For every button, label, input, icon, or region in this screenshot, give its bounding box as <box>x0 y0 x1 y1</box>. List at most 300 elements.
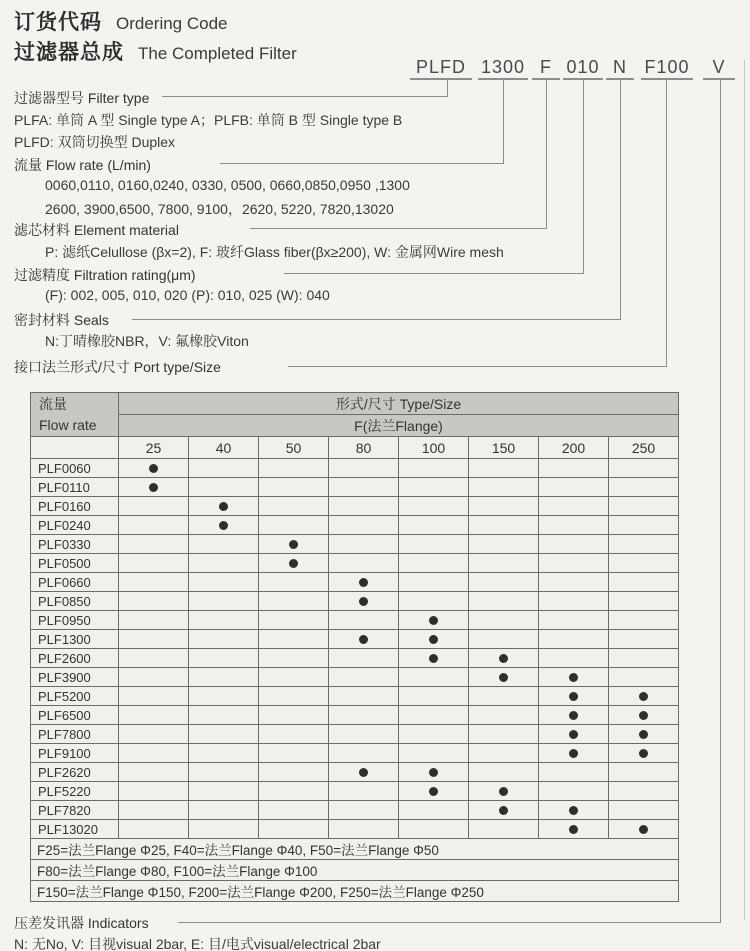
title-en-ordering-code: Ordering Code <box>116 14 228 33</box>
dot-cell <box>329 744 399 763</box>
note-row <box>31 839 679 860</box>
dot-cell <box>329 801 399 820</box>
dot-cell <box>259 516 329 535</box>
dot-cell <box>119 687 189 706</box>
dot-cell <box>329 649 399 668</box>
size-header-cell: 100 <box>399 437 469 459</box>
dot-cell <box>399 478 469 497</box>
dot-cell <box>609 744 679 763</box>
model-cell: PLF7800 <box>31 725 119 744</box>
dot-cell <box>329 706 399 725</box>
dot-cell <box>469 763 539 782</box>
dot-cell <box>119 725 189 744</box>
dot-cell <box>469 649 539 668</box>
availability-dot <box>639 711 648 720</box>
dot-cell <box>119 516 189 535</box>
dot-cell <box>609 763 679 782</box>
dot-cell <box>469 706 539 725</box>
leader-hline-rating <box>284 273 584 274</box>
dot-cell <box>399 744 469 763</box>
dot-cell <box>259 459 329 478</box>
dot-cell <box>609 820 679 839</box>
dot-cell <box>469 687 539 706</box>
table-row <box>31 611 679 630</box>
dot-cell <box>399 820 469 839</box>
dot-cell <box>609 649 679 668</box>
code-segment-material: F <box>532 57 560 80</box>
dot-cell <box>539 516 609 535</box>
model-cell: PLF5220 <box>31 782 119 801</box>
section-label-element-material: 滤芯材料 Element material <box>14 222 179 238</box>
dot-cell <box>189 459 259 478</box>
dot-cell <box>189 725 259 744</box>
dot-cell <box>539 782 609 801</box>
table-row <box>31 554 679 573</box>
availability-dot <box>499 806 508 815</box>
page-title-completed-filter <box>14 36 297 66</box>
availability-dot <box>499 787 508 796</box>
dot-cell <box>259 535 329 554</box>
model-cell: PLF0330 <box>31 535 119 554</box>
table-row <box>31 592 679 611</box>
section-label-flow-rate: 流量 Flow rate (L/min) <box>14 157 151 173</box>
dot-cell <box>609 630 679 649</box>
dot-cell <box>259 820 329 839</box>
model-cell: PLF0160 <box>31 497 119 516</box>
note-row <box>31 860 679 881</box>
code-segment-flow: 1300 <box>478 57 528 80</box>
dot-cell <box>189 516 259 535</box>
dot-cell <box>119 782 189 801</box>
flow-rate-header-en: Flow rate <box>39 416 97 433</box>
dot-cell <box>469 478 539 497</box>
dot-cell <box>609 687 679 706</box>
dot-cell <box>469 782 539 801</box>
corner-cell <box>31 437 119 459</box>
table-row <box>31 763 679 782</box>
dot-cell <box>469 497 539 516</box>
code-segment-seal: N <box>606 57 634 80</box>
dot-cell <box>539 573 609 592</box>
dot-cell <box>539 820 609 839</box>
dot-cell <box>469 573 539 592</box>
size-header-cell: 200 <box>539 437 609 459</box>
availability-dot <box>639 692 648 701</box>
leader-vline-port <box>666 80 667 367</box>
dot-cell <box>259 573 329 592</box>
dot-cell <box>329 668 399 687</box>
dot-cell <box>399 535 469 554</box>
dot-cell <box>329 725 399 744</box>
dot-cell <box>399 554 469 573</box>
availability-dot <box>499 654 508 663</box>
availability-dot <box>569 673 578 682</box>
model-cell: PLF0500 <box>31 554 119 573</box>
dot-cell <box>609 706 679 725</box>
model-cell: PLF5200 <box>31 687 119 706</box>
dot-cell <box>119 611 189 630</box>
availability-dot <box>569 692 578 701</box>
dot-cell <box>189 706 259 725</box>
dot-cell <box>119 478 189 497</box>
availability-dot <box>219 521 228 530</box>
dot-cell <box>189 497 259 516</box>
dot-cell <box>399 516 469 535</box>
dot-cell <box>119 592 189 611</box>
availability-dot <box>429 616 438 625</box>
dot-cell <box>119 706 189 725</box>
availability-dot <box>149 464 158 473</box>
dot-cell <box>399 630 469 649</box>
dot-cell <box>119 668 189 687</box>
dot-cell <box>189 668 259 687</box>
dot-cell <box>609 782 679 801</box>
note-row <box>31 881 679 902</box>
dot-cell <box>539 630 609 649</box>
dot-cell <box>119 554 189 573</box>
availability-dot <box>429 768 438 777</box>
dot-cell <box>469 592 539 611</box>
table-row <box>31 535 679 554</box>
leader-hline-model <box>162 96 448 97</box>
dot-cell <box>259 763 329 782</box>
availability-dot <box>359 635 368 644</box>
table-row <box>31 668 679 687</box>
dot-cell <box>329 630 399 649</box>
table-row <box>31 782 679 801</box>
dot-cell <box>609 592 679 611</box>
section-label-port-type-size: 接口法兰形式/尺寸 Port type/Size <box>14 359 221 375</box>
flow-rate-header-cell <box>31 393 119 437</box>
availability-dot <box>639 749 648 758</box>
availability-dot <box>569 711 578 720</box>
dot-cell <box>609 668 679 687</box>
dot-cell <box>399 497 469 516</box>
dot-cell <box>259 725 329 744</box>
dot-cell <box>469 611 539 630</box>
dot-cell <box>399 706 469 725</box>
section-label-filtration-rating: 过滤精度 Filtration rating(μm) <box>14 267 196 283</box>
leader-vline-seal <box>620 80 621 320</box>
availability-dot <box>429 635 438 644</box>
page-edge-shadow <box>744 60 745 920</box>
model-cell: PLF0240 <box>31 516 119 535</box>
dot-cell <box>329 516 399 535</box>
note-cell: F150=法兰Flange Φ150, F200=法兰Flange Φ200, F250=法兰Flange Φ250 <box>31 881 679 902</box>
availability-dot <box>429 787 438 796</box>
note-cell: F80=法兰Flange Φ80, F100=法兰Flange Φ100 <box>31 860 679 881</box>
type-size-header-cell: 形式/尺寸 Type/Size <box>119 393 679 415</box>
dot-cell <box>329 459 399 478</box>
code-segment-indicator: V <box>703 57 735 80</box>
dot-cell <box>469 801 539 820</box>
dot-cell <box>189 687 259 706</box>
dot-cell <box>469 668 539 687</box>
dot-cell <box>189 592 259 611</box>
leader-hline-port <box>288 366 667 367</box>
dot-cell <box>469 554 539 573</box>
dot-cell <box>259 630 329 649</box>
dot-cell <box>469 459 539 478</box>
dot-cell <box>329 535 399 554</box>
title-zh-completed-filter: 过滤器总成 <box>14 41 124 64</box>
table-row <box>31 478 679 497</box>
flange-header-cell: F(法兰Flange) <box>119 415 679 437</box>
flange-size-table <box>30 392 679 902</box>
availability-dot <box>289 540 298 549</box>
dot-cell <box>539 687 609 706</box>
dot-cell <box>399 801 469 820</box>
section-label-indicators: 压差发讯器 Indicators <box>14 915 149 931</box>
availability-dot <box>639 825 648 834</box>
model-cell: PLF13020 <box>31 820 119 839</box>
leader-hline-material <box>250 228 547 229</box>
availability-dot <box>359 768 368 777</box>
leader-vline-flow <box>503 80 504 164</box>
dot-cell <box>539 744 609 763</box>
dot-cell <box>539 535 609 554</box>
dot-cell <box>539 763 609 782</box>
dot-cell <box>399 782 469 801</box>
section-line-filter-type-2: PLFD: 双筒切换型 Duplex <box>14 134 176 150</box>
table-row <box>31 630 679 649</box>
title-zh-ordering-code: 订货代码 <box>14 11 102 34</box>
availability-dot <box>359 578 368 587</box>
availability-dot <box>569 806 578 815</box>
code-segment-rating: 010 <box>563 57 603 80</box>
table-row <box>31 820 679 839</box>
dot-cell <box>119 459 189 478</box>
dot-cell <box>609 478 679 497</box>
size-header-cell: 50 <box>259 437 329 459</box>
availability-dot <box>219 502 228 511</box>
section-label-filter-type: 过滤器型号 Filter type <box>14 90 150 106</box>
dot-cell <box>259 554 329 573</box>
dot-cell <box>259 706 329 725</box>
section-line-flow-rate-1: 0060,0110, 0160,0240, 0330, 0500, 0660,0850,0950 ,1300 <box>45 177 410 193</box>
model-cell: PLF0850 <box>31 592 119 611</box>
model-cell: PLF2600 <box>31 649 119 668</box>
dot-cell <box>539 668 609 687</box>
section-line-element-material: P: 滤纸Celullose (βx=2), F: 玻纤Glass fiber(βx≥200), W: 金属网Wire mesh <box>45 244 504 260</box>
dot-cell <box>259 611 329 630</box>
matrix-notes <box>31 839 679 902</box>
dot-cell <box>539 592 609 611</box>
header-row-flange <box>31 415 679 437</box>
dot-cell <box>119 573 189 592</box>
model-cell: PLF7820 <box>31 801 119 820</box>
dot-cell <box>399 592 469 611</box>
dot-cell <box>119 649 189 668</box>
dot-cell <box>609 497 679 516</box>
dot-cell <box>329 763 399 782</box>
flow-rate-header-zh: 流量 <box>39 396 67 413</box>
availability-dot <box>149 483 158 492</box>
dot-cell <box>259 801 329 820</box>
dot-cell <box>609 611 679 630</box>
dot-cell <box>329 592 399 611</box>
dot-cell <box>189 763 259 782</box>
model-cell: PLF1300 <box>31 630 119 649</box>
dot-cell <box>609 516 679 535</box>
dot-cell <box>329 687 399 706</box>
dot-cell <box>539 478 609 497</box>
availability-dot <box>429 654 438 663</box>
dot-cell <box>329 573 399 592</box>
dot-cell <box>119 630 189 649</box>
note-cell: F25=法兰Flange Φ25, F40=法兰Flange Φ40, F50=法兰Flange Φ50 <box>31 839 679 860</box>
size-header-row <box>31 437 679 459</box>
model-cell: PLF0660 <box>31 573 119 592</box>
dot-cell <box>539 459 609 478</box>
code-segment-model: PLFD <box>410 57 472 80</box>
availability-dot <box>569 730 578 739</box>
dot-cell <box>259 592 329 611</box>
dot-cell <box>189 611 259 630</box>
dot-cell <box>609 573 679 592</box>
section-label-seals: 密封材料 Seals <box>14 312 109 328</box>
dot-cell <box>329 554 399 573</box>
model-cell: PLF2620 <box>31 763 119 782</box>
dot-cell <box>399 649 469 668</box>
dot-cell <box>399 668 469 687</box>
table-row <box>31 649 679 668</box>
availability-dot <box>639 730 648 739</box>
dot-cell <box>539 725 609 744</box>
dot-cell <box>119 801 189 820</box>
page-title-ordering-code <box>14 6 228 36</box>
dot-cell <box>189 820 259 839</box>
model-cell: PLF0950 <box>31 611 119 630</box>
dot-cell <box>259 497 329 516</box>
size-header-cell: 25 <box>119 437 189 459</box>
code-segment-port: F100 <box>641 57 693 80</box>
table-row <box>31 801 679 820</box>
leader-vline-model <box>447 80 448 97</box>
header-row-type-size <box>31 393 679 415</box>
dot-cell <box>329 611 399 630</box>
dot-cell <box>259 649 329 668</box>
title-en-completed-filter: The Completed Filter <box>138 44 297 63</box>
dot-cell <box>469 820 539 839</box>
matrix-header <box>31 393 679 459</box>
dot-cell <box>399 725 469 744</box>
dot-cell <box>189 478 259 497</box>
dot-cell <box>259 668 329 687</box>
dot-cell <box>259 744 329 763</box>
dot-cell <box>469 630 539 649</box>
dot-cell <box>469 535 539 554</box>
leader-vline-material <box>546 80 547 229</box>
dot-cell <box>609 459 679 478</box>
dot-cell <box>119 763 189 782</box>
dot-cell <box>399 687 469 706</box>
dot-cell <box>399 611 469 630</box>
table-row <box>31 725 679 744</box>
model-cell: PLF9100 <box>31 744 119 763</box>
size-header-cell: 150 <box>469 437 539 459</box>
model-cell: PLF6500 <box>31 706 119 725</box>
dot-cell <box>329 478 399 497</box>
dot-cell <box>539 554 609 573</box>
dot-cell <box>539 611 609 630</box>
dot-cell <box>539 649 609 668</box>
leader-vline-indicator <box>720 80 721 923</box>
section-line-indicators: N: 无No, V: 目视visual 2bar, E: 目/电式visual/electrical 2bar <box>14 936 381 951</box>
leader-hline-indicator <box>178 922 721 923</box>
dot-cell <box>189 801 259 820</box>
table-row <box>31 459 679 478</box>
size-header-cell: 40 <box>189 437 259 459</box>
dot-cell <box>469 744 539 763</box>
dot-cell <box>189 573 259 592</box>
section-line-seals: N:丁晴橡胶NBR，V: 氟橡胶Viton <box>45 333 249 349</box>
leader-hline-seal <box>132 319 621 320</box>
dot-cell <box>329 820 399 839</box>
model-cell: PLF3900 <box>31 668 119 687</box>
dot-cell <box>539 801 609 820</box>
dot-cell <box>119 535 189 554</box>
availability-dot <box>499 673 508 682</box>
dot-cell <box>609 554 679 573</box>
leader-hline-flow <box>220 163 504 164</box>
availability-dot <box>569 749 578 758</box>
dot-cell <box>329 497 399 516</box>
dot-cell <box>399 573 469 592</box>
dot-cell <box>119 820 189 839</box>
model-cell: PLF0060 <box>31 459 119 478</box>
matrix-body <box>31 459 679 839</box>
dot-cell <box>469 725 539 744</box>
dot-cell <box>329 782 399 801</box>
dot-cell <box>609 535 679 554</box>
dot-cell <box>259 687 329 706</box>
table-row <box>31 744 679 763</box>
dot-cell <box>609 725 679 744</box>
availability-dot <box>569 825 578 834</box>
section-line-flow-rate-2: 2600, 3900,6500, 7800, 9100，2620, 5220, 7820,13020 <box>45 201 394 217</box>
section-line-filtration-rating: (F): 002, 005, 010, 020 (P): 010, 025 (W): 040 <box>45 287 330 303</box>
table-row <box>31 573 679 592</box>
dot-cell <box>259 478 329 497</box>
model-cell: PLF0110 <box>31 478 119 497</box>
size-header-cell: 250 <box>609 437 679 459</box>
dot-cell <box>469 516 539 535</box>
leader-vline-rating <box>583 80 584 274</box>
dot-cell <box>189 535 259 554</box>
section-line-filter-type-1: PLFA: 单筒 A 型 Single type A；PLFB: 单筒 B 型 Single type B <box>14 112 403 128</box>
availability-dot <box>359 597 368 606</box>
dot-cell <box>399 459 469 478</box>
dot-cell <box>189 782 259 801</box>
availability-dot <box>289 559 298 568</box>
table-row <box>31 706 679 725</box>
dot-cell <box>609 801 679 820</box>
dot-cell <box>189 744 259 763</box>
dot-cell <box>539 706 609 725</box>
dot-cell <box>189 649 259 668</box>
dot-cell <box>399 763 469 782</box>
dot-cell <box>119 744 189 763</box>
dot-cell <box>259 782 329 801</box>
flange-size-matrix <box>30 392 679 902</box>
table-row <box>31 497 679 516</box>
table-row <box>31 516 679 535</box>
dot-cell <box>119 497 189 516</box>
table-row <box>31 687 679 706</box>
dot-cell <box>189 554 259 573</box>
dot-cell <box>189 630 259 649</box>
